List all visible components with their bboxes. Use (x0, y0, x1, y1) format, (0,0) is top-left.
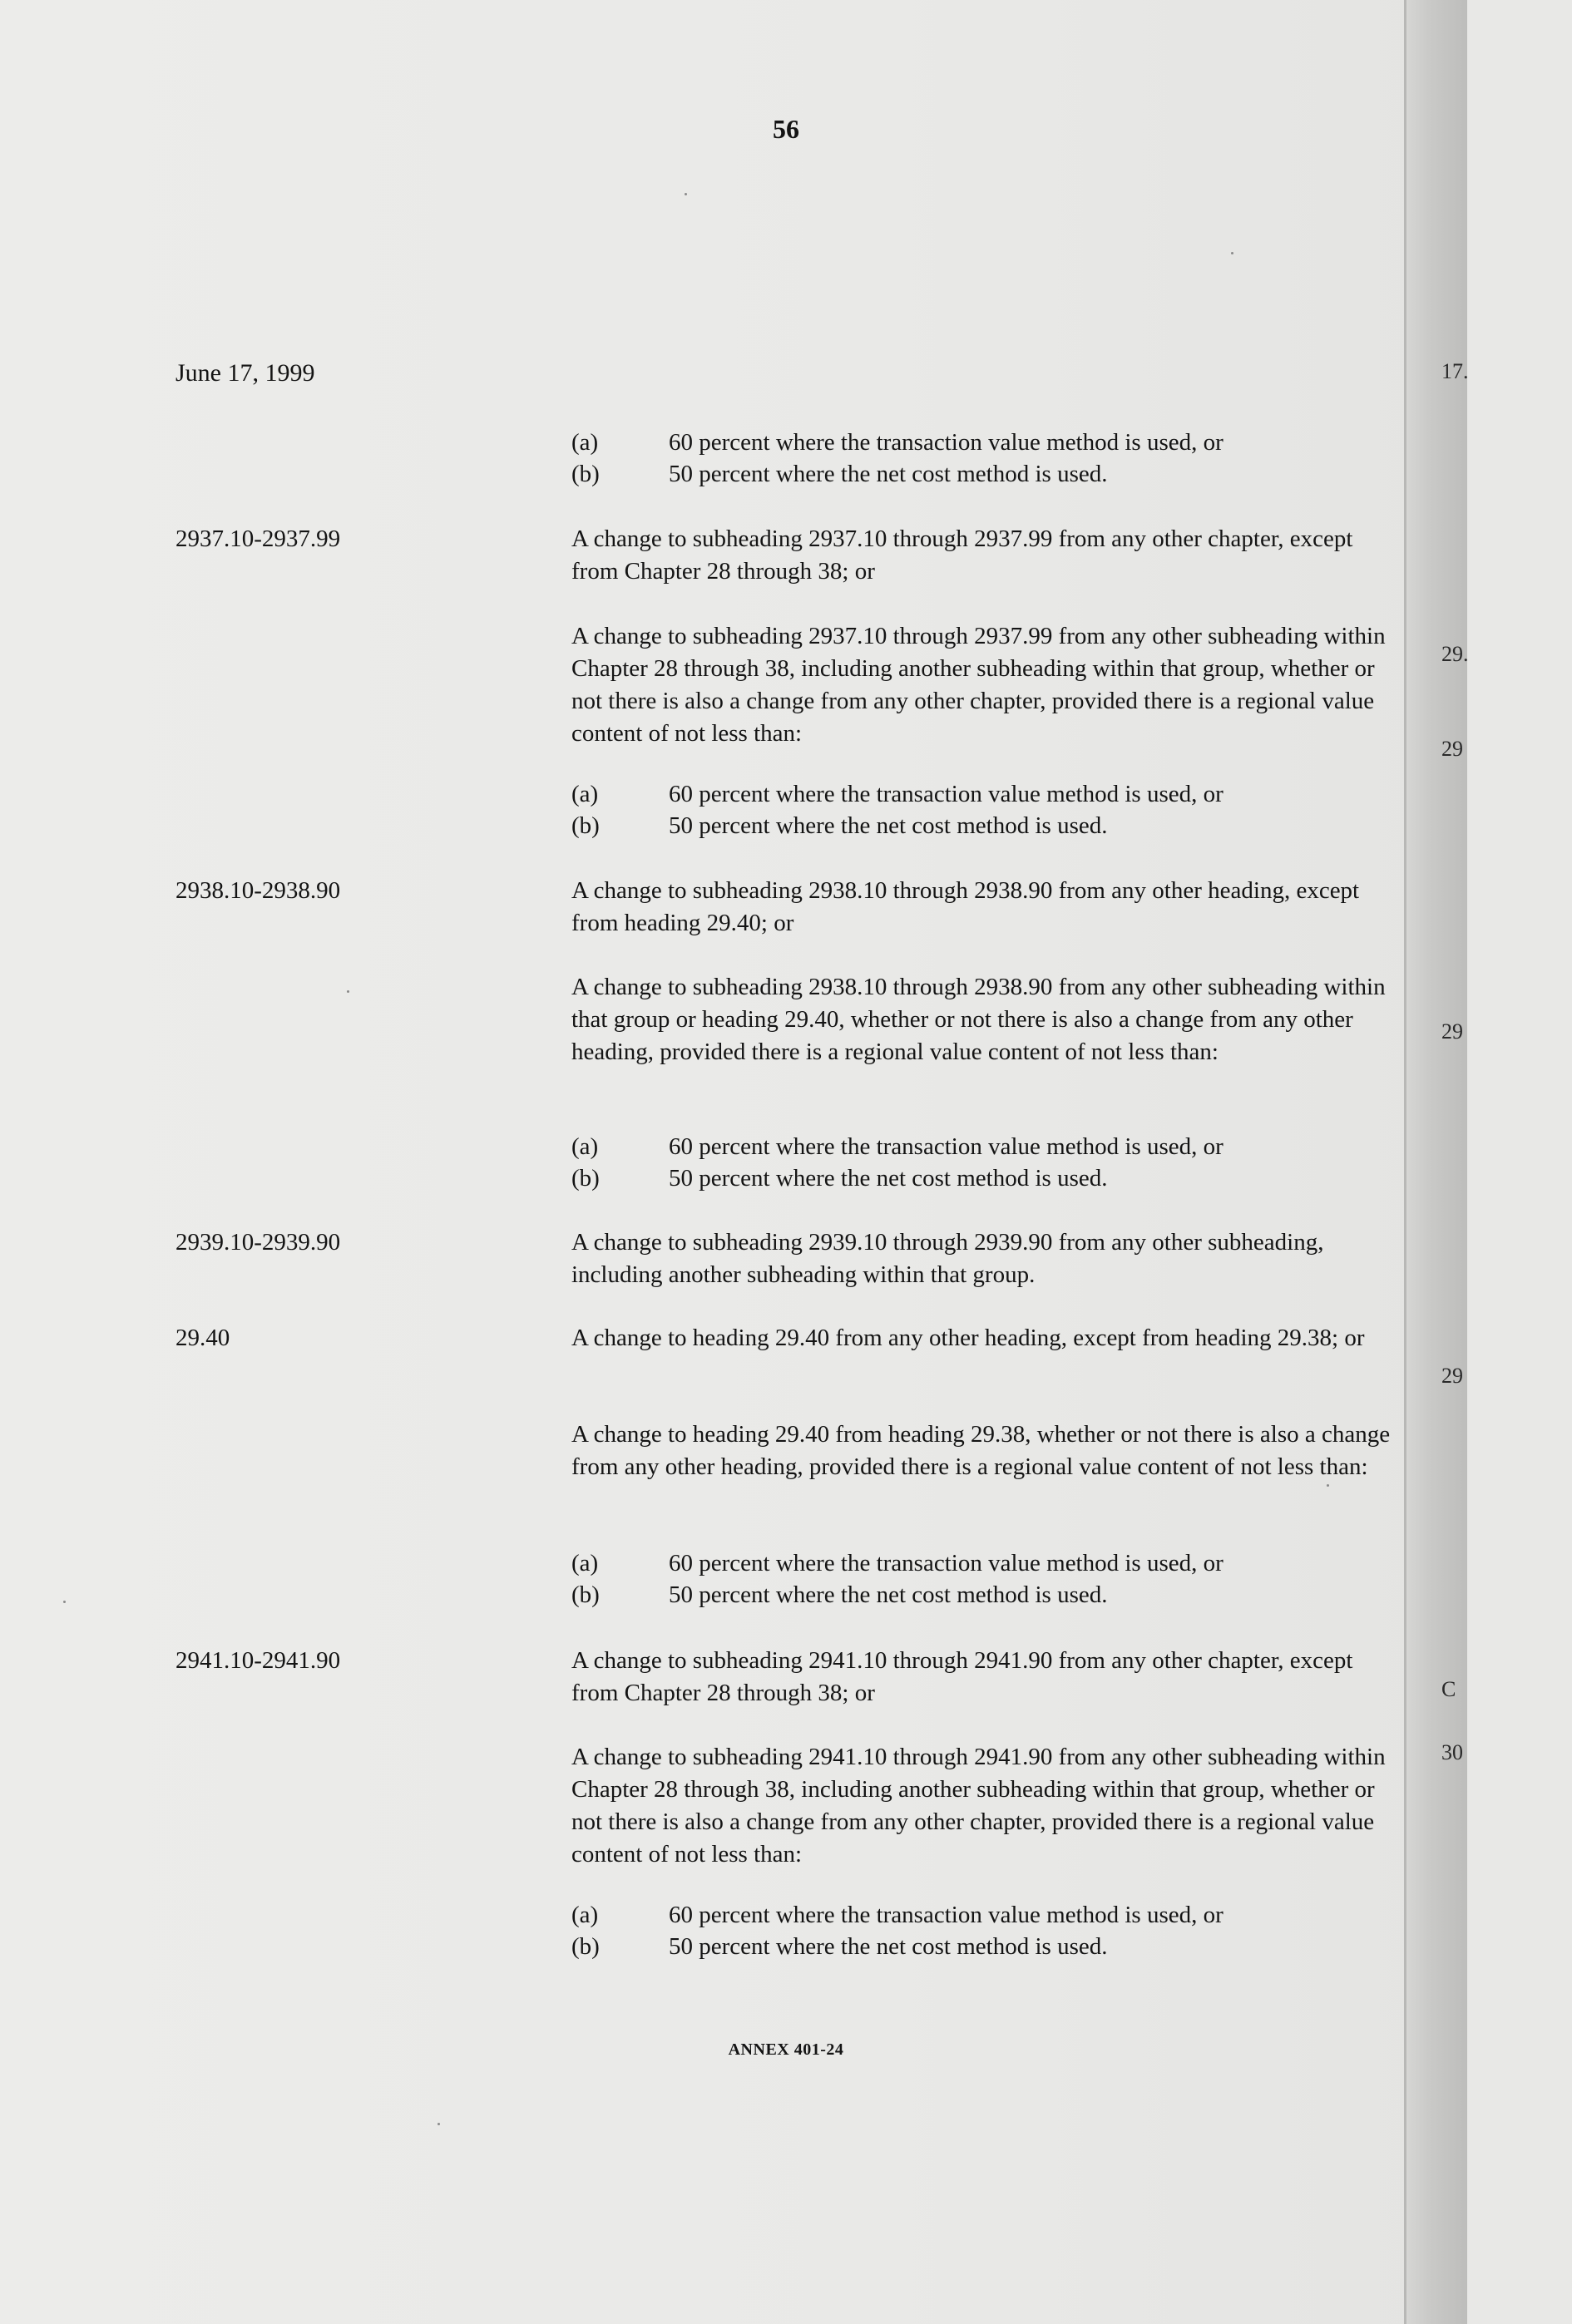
item-label: (b) (571, 1165, 600, 1192)
scan-speck (685, 193, 687, 195)
edge-fragment: 30 (1441, 1740, 1463, 1764)
tariff-code: 2937.10-2937.99 (175, 525, 341, 552)
item-label: (b) (571, 812, 600, 839)
item-text: 50 percent where the net cost method is used. (669, 1581, 1108, 1608)
annex-footer: ANNEX 401-24 (728, 2040, 844, 2059)
item-label: (b) (571, 1933, 600, 1960)
rule-item-a (571, 1131, 1223, 1163)
item-text: 50 percent where the net cost method is used. (669, 812, 1108, 839)
tariff-code: 2938.10-2938.90 (175, 877, 341, 904)
rule-paragraph: A change to subheading 2941.10 through 2941.90 from any other chapter, except from Chapter 28 through 38; or (571, 1647, 1353, 1706)
rule-paragraph: A change to heading 29.40 from heading 29.38, whether or not there is also a change from any other heading, provided there is a regional value content of not less than: (571, 1421, 1391, 1480)
item-text: 50 percent where the net cost method is used. (669, 1165, 1108, 1192)
scan-speck (437, 2123, 440, 2125)
tariff-code: 2941.10-2941.90 (175, 1647, 341, 1674)
scan-speck (63, 1601, 66, 1603)
item-text: 50 percent where the net cost method is used. (669, 1933, 1108, 1960)
edge-fragment: 17. (1441, 359, 1469, 383)
document-date: June 17, 1999 (175, 359, 315, 387)
rule-item-a (571, 1899, 1223, 1932)
item-text: 60 percent where the transaction value method is used, or (669, 1902, 1223, 1928)
item-text: 60 percent where the transaction value method is used, or (669, 781, 1223, 807)
rule-item-a (571, 1547, 1223, 1580)
item-label: (a) (571, 1902, 599, 1928)
rule-item-a (571, 778, 1223, 811)
item-label: (a) (571, 1550, 599, 1576)
item-text: 60 percent where the transaction value method is used, or (669, 1550, 1223, 1576)
item-label: (a) (571, 1133, 599, 1160)
edge-fragment: 29 (1441, 1019, 1463, 1044)
rule-paragraph: A change to subheading 2938.10 through 2938.90 from any other subheading within that group or heading 29.40, whether or not there is also a change from any other heading, provided there is a regional value content of not less than: (571, 974, 1386, 1065)
rule-paragraph: A change to subheading 2937.10 through 2937.99 from any other chapter, except from Chapter 28 through 38; or (571, 525, 1353, 585)
item-label: (a) (571, 781, 599, 807)
edge-fragment: 29. (1441, 642, 1469, 666)
rule-item-b (571, 1162, 1107, 1195)
tariff-code: 29.40 (175, 1325, 230, 1351)
item-text: 60 percent where the transaction value method is used, or (669, 429, 1223, 456)
rule-item-b (571, 1579, 1107, 1611)
top-item-a (571, 427, 1223, 459)
tariff-code: 2939.10-2939.90 (175, 1229, 341, 1256)
adjacent-page-edge (1404, 0, 1467, 2324)
rule-item-b (571, 1931, 1107, 1963)
scan-speck (1327, 1484, 1329, 1487)
rule-paragraph: A change to subheading 2939.10 through 2939.90 from any other subheading, including another subheading within that group. (571, 1229, 1324, 1288)
edge-fragment: C (1441, 1677, 1456, 1701)
rule-paragraph: A change to subheading 2941.10 through 2941.90 from any other subheading within Chapter 28 through 38, including another subheading within that group, whether or not there is also a change from any other chapter, provided there is a regional value content of not less than: (571, 1744, 1386, 1868)
edge-fragment: 29 (1441, 737, 1463, 761)
scan-speck (347, 990, 349, 993)
page-number: 56 (773, 114, 799, 144)
item-label: (b) (571, 1581, 600, 1608)
top-item-b (571, 458, 1107, 491)
item-label: (a) (571, 429, 599, 456)
rule-paragraph: A change to heading 29.40 from any other heading, except from heading 29.38; or (571, 1325, 1365, 1351)
scan-speck (1231, 252, 1233, 254)
rule-item-b (571, 810, 1107, 842)
item-label: (b) (571, 461, 600, 487)
item-text: 50 percent where the net cost method is used. (669, 461, 1108, 487)
rule-paragraph: A change to subheading 2938.10 through 2938.90 from any other heading, except from heading 29.40; or (571, 877, 1360, 936)
edge-fragment: 29 (1441, 1364, 1463, 1388)
rule-paragraph: A change to subheading 2937.10 through 2937.99 from any other subheading within Chapter 28 through 38, including another subheading within that group, whether or not there is also a change from any other chapter, provided there is a regional value content of not less than: (571, 623, 1386, 747)
item-text: 60 percent where the transaction value method is used, or (669, 1133, 1223, 1160)
